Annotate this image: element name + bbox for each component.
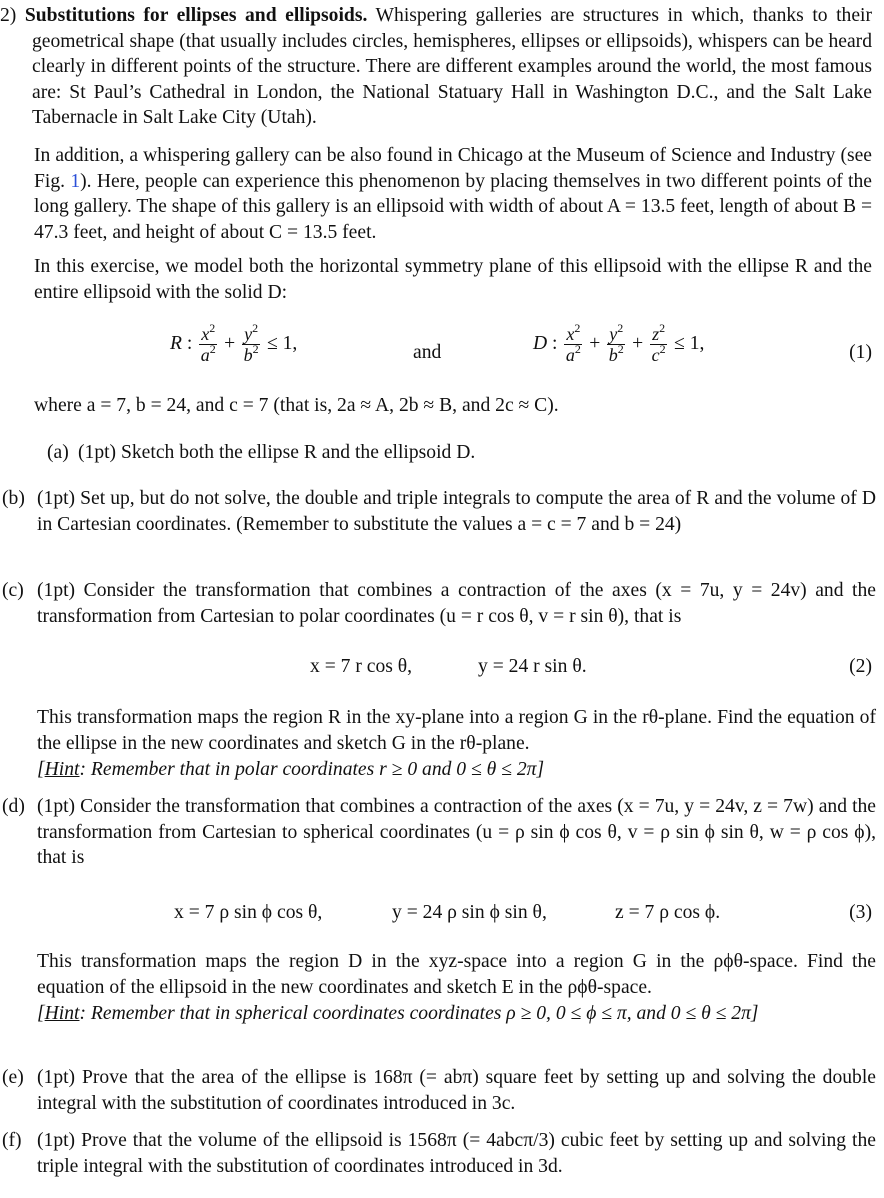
equation-2-number: (2) [849,656,872,677]
figure-link[interactable]: 1 [70,170,81,192]
problem-intro [0,3,872,131]
equation-3-y: y = 24 ρ sin ϕ sin θ, [392,902,547,923]
problem-title: Substitutions for ellipses and ellipsoids. [24,5,368,26]
where-line: where a = 7, b = 24, and c = 7 (that is, 2a ≈ A, 2b ≈ B, and 2c ≈ C). [34,395,559,416]
intro-paragraph-1 [0,3,872,131]
intro-paragraph-3 [34,254,872,305]
part-d-text: (1pt) Consider the transformation that combines a contraction of the axes (x = 7u, y = 24v, z = 7w) and the transformation from Cartesian to spherical coordinates (u = ρ sin ϕ cos θ, v = ρ sin ϕ sin θ, w = ρ cos ϕ), that is [37,796,876,869]
part-f-text: (1pt) Prove that the volume of the ellipsoid is 1568π (= 4abcπ/3) cubic feet by setting up and solving the triple integral with the substitution of coordinates introduced in 3d. [37,1130,876,1177]
equation-1-number: (1) [849,342,872,363]
part-f-label: (f) [2,1130,22,1151]
equation-3-z: z = 7 ρ cos ϕ. [615,902,721,923]
part-a-text: (1pt) Sketch both the ellipse R and the ellipsoid D. [78,442,476,463]
problem-number: 2) [0,5,17,26]
part-b-text: (1pt) Set up, but do not solve, the double and triple integrals to compute the area of R and the volume of D in Cartesian coordinates. (Remember to substitute the values a = c = 7 and b = 24) [37,488,876,535]
intro-text-1: Whispering galleries are structures in which, thanks to their geometrical shape (that usually includes circles, hemispheres, ellipses or ellipsoids), whispers can be heard clearly in different points of the structure. There are different examples around the world, the most famous are: St Paul’s Cathedral in London, the National Statuary Hall in Washington D.C., and the Salt Lake Tabernacle in Salt Lake City (Utah). [32,5,873,129]
equation-2-left: x = 7 r cos θ, [310,656,413,677]
equation-3-x: x = 7 ρ sin ϕ cos θ, [174,902,323,923]
intro-paragraph-2 [34,143,872,245]
equation-1-ellipsoid: D : $\frac{x^2}{a^2}$ + $\frac{y^2}{b^2}$ + $\frac{z^2}{c^2}$ ≤ 1, [533,321,705,365]
part-c-hint-text: : Remember that in polar coordinates r ≥ 0 and 0 ≤ θ ≤ 2π] [79,759,545,780]
part-d-hint-word: Hint [44,1003,80,1024]
part-d-text-2: This transformation maps the region D in the xyz-space into a region G in the ρϕθ-space. Find the equation of the ellipsoid in the new coordinates and sketch E in the ρϕθ-space. [37,951,876,998]
equation-3-number: (3) [849,902,872,923]
equation-2-right: y = 24 r sin θ. [478,656,587,677]
part-a-label: (a) [47,442,69,463]
part-c-label: (c) [2,580,24,601]
part-b-label: (b) [2,488,25,509]
intro-text-2b: ). Here, people can experience this phenomenon by placing themselves in two different points of the long gallery. The shape of this gallery is an ellipsoid with width of about A = 13.5 feet, length of about B = 47.3 feet, and height of about C = 13.5 feet. [34,170,872,243]
part-c-text: (1pt) Consider the transformation that combines a contraction of the axes (x = 7u, y = 24v) and the transformation from Cartesian to polar coordinates (u = r cos θ, v = r sin θ), that is [37,580,876,627]
equation-1-ellipse: R : $\frac{x^2}{a^2}$ + $\frac{y^2}{b^2}$ ≤ 1, [170,321,298,365]
part-d-hint-text: : Remember that in spherical coordinates coordinates ρ ≥ 0, 0 ≤ ϕ ≤ π, and 0 ≤ θ ≤ 2π] [79,1003,759,1024]
intro-text-3: In this exercise, we model both the horizontal symmetry plane of this ellipsoid with the ellipse R and the entire ellipsoid with the solid D: [34,256,872,303]
part-d-label: (d) [2,796,25,817]
intro-text-2a: In addition, a whispering gallery can be also found in Chicago at the Museum of Science and Industry (see Fig. [34,145,872,192]
part-e-text: (1pt) Prove that the area of the ellipse is 168π (= abπ) square feet by setting up and solving the double integral with the substitution of coordinates introduced in 3c. [37,1067,876,1114]
part-e-label: (e) [2,1067,24,1088]
part-c-hint-word: Hint [44,759,80,780]
part-c-text-2: This transformation maps the region R in the xy-plane into a region G in the rθ-plane. Find the equation of the ellipse in the new coordinates and sketch G in the rθ-plane. [37,707,876,754]
equation-1-and: and [413,342,442,363]
